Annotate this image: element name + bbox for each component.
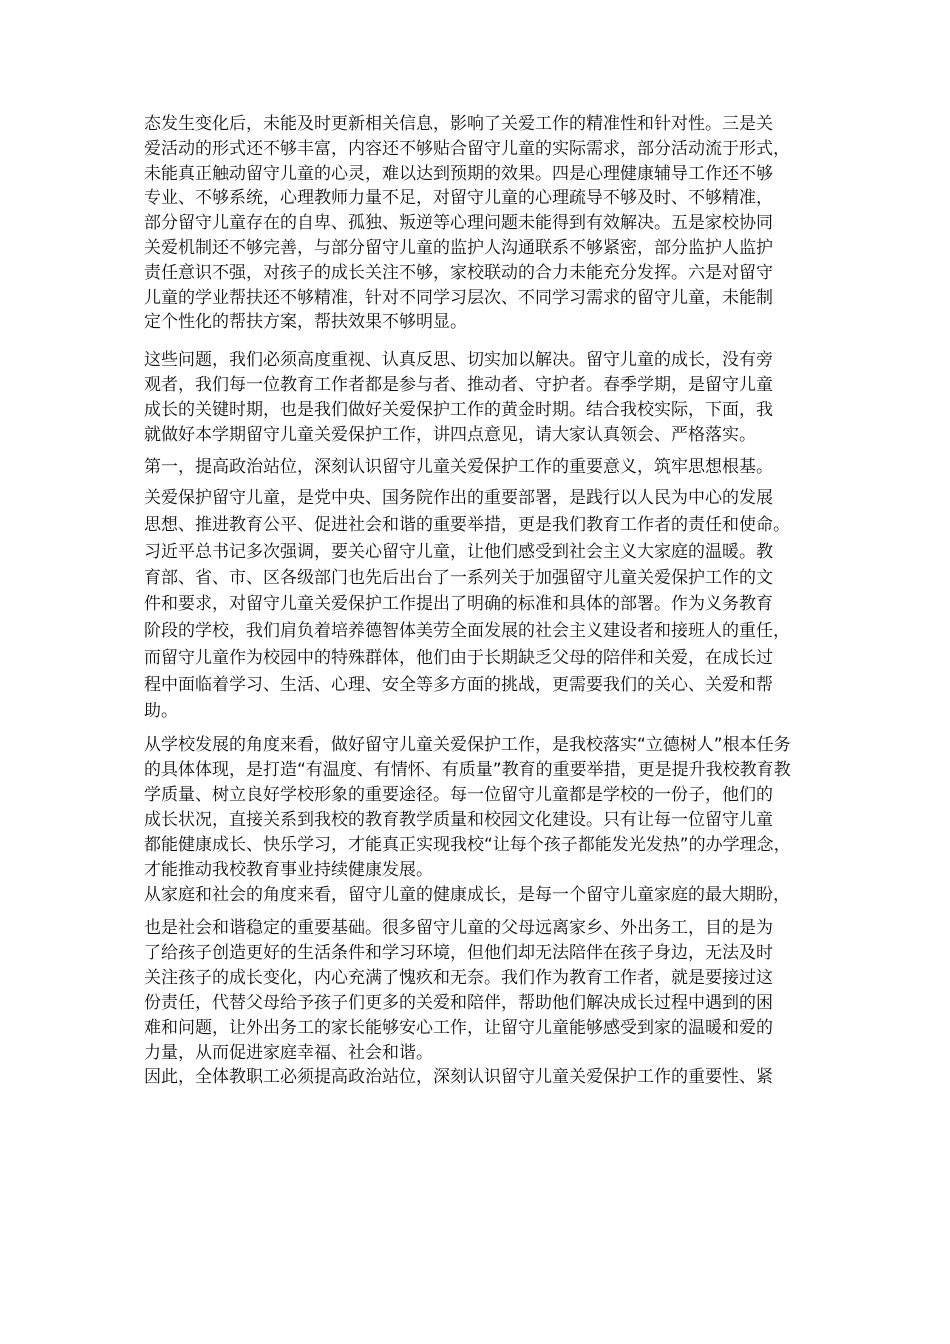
body-line-21: 而留守儿童作为校园中的特殊群体，他们由于长期缺乏父母的陪伴和关爱，在成长过 (144, 648, 773, 668)
body-line-23: 助。 (144, 701, 178, 721)
body-line-6: 关爱机制还不够完善，与部分留守儿童的监护人沟通联系不够紧密，部分监护人监护 (144, 238, 773, 258)
body-line-33: 关注孩子的成长变化，内心充满了愧疚和无奈。我们作为教育工作者，就是要接过这 (144, 968, 773, 988)
body-line-13: 就做好本学期留守儿童关爱保护工作，讲四点意见，请大家认真领会、严格落实。 (144, 425, 756, 445)
body-line-36: 力量，从而促进家庭幸福、社会和谐。 (144, 1043, 433, 1063)
body-line-32: 了给孩子创造更好的生活条件和学习环境，但他们却无法陪伴在孩子身边，无法及时 (144, 943, 773, 963)
body-line-25: 的具体体现，是打造“有温度、有情怀、有质量”教育的重要举措，更是提升我校教育教 (144, 760, 791, 780)
body-line-22: 程中面临着学习、生活、心理、安全等多方面的挑战，更需要我们的关心、关爱和帮 (144, 675, 773, 695)
body-line-30: 从家庭和社会的角度来看，留守儿童的健康成长，是每一个留守儿童家庭的最大期盼， (144, 885, 790, 905)
body-line-27: 成长状况，直接关系到我校的教育教学质量和校园文化建设。只有让每一位留守儿童 (144, 810, 773, 830)
body-line-16: 思想、推进教育公平、促进社会和谐的重要举措，更是我们教育工作者的责任和使命。 (144, 515, 790, 535)
body-line-7: 责任意识不强，对孩子的成长关注不够，家校联动的合力未能充分发挥。六是对留守 (144, 263, 773, 283)
body-line-4: 专业、不够系统，心理教师力量不足，对留守儿童的心理疏导不够及时、不够精准， (144, 188, 773, 208)
section-heading: 第一，提高政治站位，深刻认识留守儿童关爱保护工作的重要意义，筑牢思想根基。 (144, 457, 773, 477)
body-line-5: 部分留守儿童存在的自卑、孤独、叛逆等心理问题未能得到有效解决。五是家校协同 (144, 213, 773, 233)
body-line-8: 儿童的学业帮扶还不够精准，针对不同学习层次、不同学习需求的留守儿童，未能制 (144, 288, 773, 308)
body-line-19: 件和要求，对留守儿童关爱保护工作提出了明确的标准和具体的部署。作为义务教育 (144, 594, 773, 614)
body-line-37: 因此，全体教职工必须提高政治站位，深刻认识留守儿童关爱保护工作的重要性、紧 (144, 1067, 773, 1087)
body-line-34: 份责任，代替父母给予孩子们更多的关爱和陪伴，帮助他们解决成长过程中遇到的困 (144, 993, 773, 1013)
body-line-1: 态发生变化后，未能及时更新相关信息，影响了关爱工作的精准性和针对性。三是关 (144, 114, 773, 134)
body-line-17: 习近平总书记多次强调，要关心留守儿童，让他们感受到社会主义大家庭的温暖。教 (144, 542, 773, 562)
body-line-2: 爱活动的形式还不够丰富，内容还不够贴合留守儿童的实际需求，部分活动流于形式， (144, 139, 790, 159)
body-line-24: 从学校发展的角度来看，做好留守儿童关爱保护工作，是我校落实“立德树人”根本任务 (144, 735, 791, 755)
body-line-10: 这些问题，我们必须高度重视、认真反思、切实加以解决。留守儿童的成长，没有旁 (144, 350, 773, 370)
body-line-31: 也是社会和谐稳定的重要基础。很多留守儿童的父母远离家乡、外出务工，目的是为 (144, 918, 773, 938)
body-line-18: 育部、省、市、区各级部门也先后出台了一系列关于加强留守儿童关爱保护工作的文 (144, 568, 773, 588)
body-line-20: 阶段的学校，我们肩负着培养德智体美劳全面发展的社会主义建设者和接班人的重任， (144, 621, 790, 641)
body-line-35: 难和问题，让外出务工的家长能够安心工作，让留守儿童能够感受到家的温暖和爱的 (144, 1018, 773, 1038)
body-line-29: 才能推动我校教育事业持续健康发展。 (144, 860, 433, 880)
body-line-12: 成长的关键时期，也是我们做好关爱保护工作的黄金时期。结合我校实际，下面，我 (144, 400, 773, 420)
body-line-11: 观者，我们每一位教育工作者都是参与者、推动者、守护者。春季学期，是留守儿童 (144, 375, 773, 395)
body-line-9: 定个性化的帮扶方案，帮扶效果不够明显。 (144, 312, 467, 332)
body-line-15: 关爱保护留守儿童，是党中央、国务院作出的重要部署，是践行以人民为中心的发展 (144, 488, 773, 508)
body-line-3: 未能真正触动留守儿童的心灵，难以达到预期的效果。四是心理健康辅导工作还不够 (144, 164, 773, 184)
body-line-26: 学质量、树立良好学校形象的重要途径。每一位留守儿童都是学校的一份子，他们的 (144, 785, 773, 805)
body-line-28: 都能健康成长、快乐学习，才能真正实现我校“让每个孩子都能发光发热”的办学理念， (144, 835, 791, 855)
